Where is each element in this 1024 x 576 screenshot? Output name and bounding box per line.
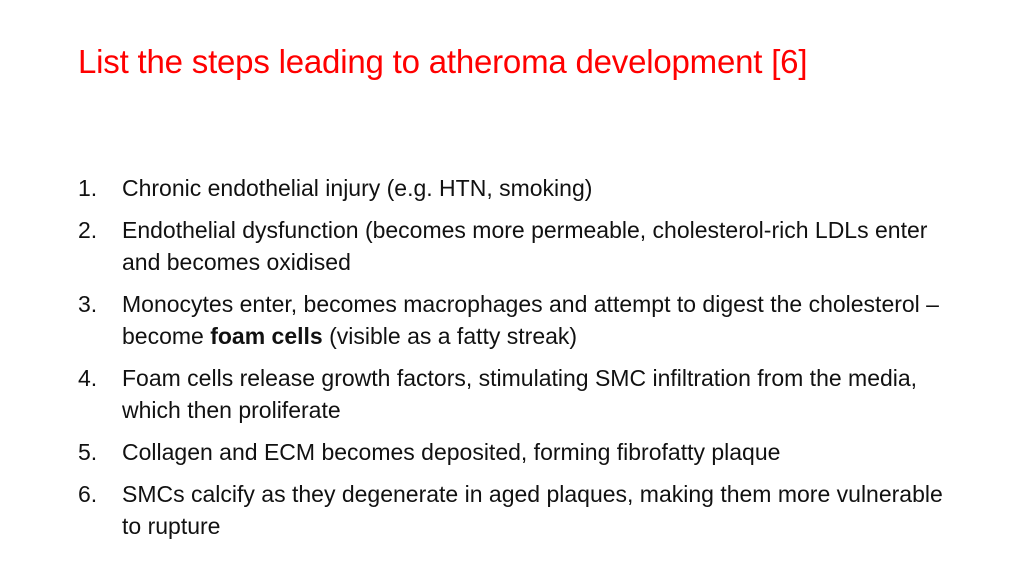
step-text: Collagen and ECM becomes deposited, forming fibrofatty plaque xyxy=(122,439,781,465)
step-text: Endothelial dysfunction (becomes more permeable, cholesterol-rich LDLs enter and becomes oxidised xyxy=(122,217,928,275)
list-item xyxy=(78,214,958,278)
list-item xyxy=(78,288,958,352)
step-text xyxy=(122,291,939,349)
step-number: 3. xyxy=(78,291,98,317)
list-item xyxy=(78,172,958,204)
step-number: 4. xyxy=(78,365,98,391)
list-item xyxy=(78,436,958,468)
step-number: 1. xyxy=(78,175,98,201)
foam-cells-emphasis: foam cells xyxy=(210,323,323,349)
steps-list xyxy=(78,172,958,552)
step-number: 6. xyxy=(78,481,98,507)
step-text: Chronic endothelial injury (e.g. HTN, smoking) xyxy=(122,175,593,201)
step-number: 5. xyxy=(78,439,98,465)
step-text: SMCs calcify as they degenerate in aged plaques, making them more vulnerable to rupture xyxy=(122,481,943,539)
slide-title: List the steps leading to atheroma development [6] xyxy=(78,43,808,80)
step-text-after: (visible as a fatty streak) xyxy=(322,323,578,349)
list-item xyxy=(78,478,958,542)
step-number: 2. xyxy=(78,217,98,243)
list-item xyxy=(78,362,958,426)
step-text-before: Monocytes enter, becomes macrophages and attempt to digest the cholesterol – become xyxy=(122,291,939,349)
step-text: Foam cells release growth factors, stimulating SMC infiltration from the media, which then proliferate xyxy=(122,365,918,423)
